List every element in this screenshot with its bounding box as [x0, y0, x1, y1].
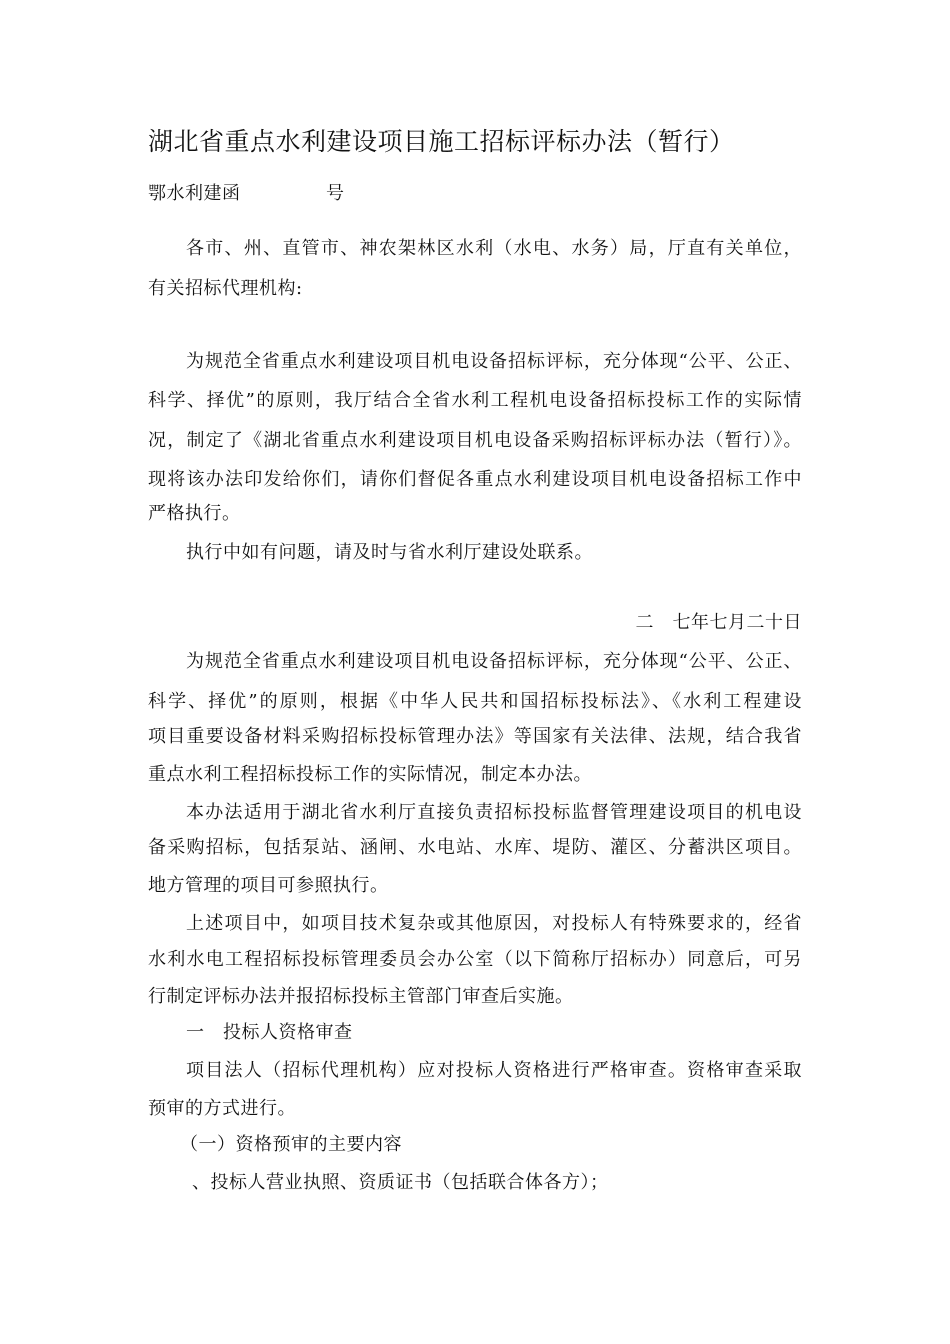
text-line: 现将该办法印发给你们，请你们督促各重点水利建设项目机电设备招标工作中 — [148, 469, 802, 490]
text-line: 有关招标代理机构: — [148, 278, 303, 299]
text-line: 备采购招标，包括泵站、涵闸、水电站、水库、堤防、灌区、分蓄洪区项目。 — [148, 837, 802, 858]
text-line: 项目法人（招标代理机构）应对投标人资格进行严格审查。资格审查采取 — [186, 1060, 802, 1081]
text-line: 项目重要设备材料采购招标投标管理办法》等国家有关法律、法规，结合我省 — [148, 726, 802, 747]
text-line: 上述项目中，如项目技术复杂或其他原因，对投标人有特殊要求的，经省 — [186, 913, 802, 934]
section-heading: 一 投标人资格审查 — [186, 1022, 353, 1043]
text-line: 本办法适用于湖北省水利厅直接负责招标投标监督管理建设项目的机电设 — [186, 802, 802, 823]
text-line: 重点水利工程招标投标工作的实际情况，制定本办法。 — [148, 764, 592, 785]
text-line: 为规范全省重点水利建设项目机电设备招标评标，充分体现“公平、公正、 — [186, 351, 802, 372]
text-line: 执行中如有问题，请及时与省水利厅建设处联系。 — [186, 542, 593, 563]
doc-number-prefix: 鄂水利建函 — [148, 183, 241, 204]
text-line: 科学、择优”的原则，根据《中华人民共和国招标投标法》、《水利工程建设 — [148, 691, 802, 712]
document-title: 湖北省重点水利建设项目施工招标评标办法（暂行） — [148, 127, 735, 156]
text-line: 各市、州、直管市、神农架林区水利（水电、水务）局，厅直有关单位， — [186, 238, 802, 259]
doc-number-suffix: 号 — [326, 183, 345, 204]
text-line: 地方管理的项目可参照执行。 — [148, 875, 389, 896]
text-line: 况，制定了《湖北省重点水利建设项目机电设备采购招标评标办法（暂行）》。 — [148, 430, 802, 451]
text-line: 水利水电工程招标投标管理委员会办公室（以下简称厅招标办）同意后，可另 — [148, 949, 802, 970]
document-date: 二 七年七月二十日 — [635, 612, 802, 633]
text-line: 严格执行。 — [148, 503, 241, 524]
text-line: 为规范全省重点水利建设项目机电设备招标评标，充分体现“公平、公正、 — [186, 651, 802, 672]
subsection-heading: （一）资格预审的主要内容 — [180, 1134, 402, 1155]
text-line: 科学、择优”的原则，我厅结合全省水利工程机电设备招标投标工作的实际情 — [148, 390, 802, 411]
text-line: 预审的方式进行。 — [148, 1098, 296, 1119]
text-line: 行制定评标办法并报招标投标主管部门审查后实施。 — [148, 986, 574, 1007]
text-line: 、投标人营业执照、资质证书（包括联合体各方）； — [192, 1172, 609, 1193]
